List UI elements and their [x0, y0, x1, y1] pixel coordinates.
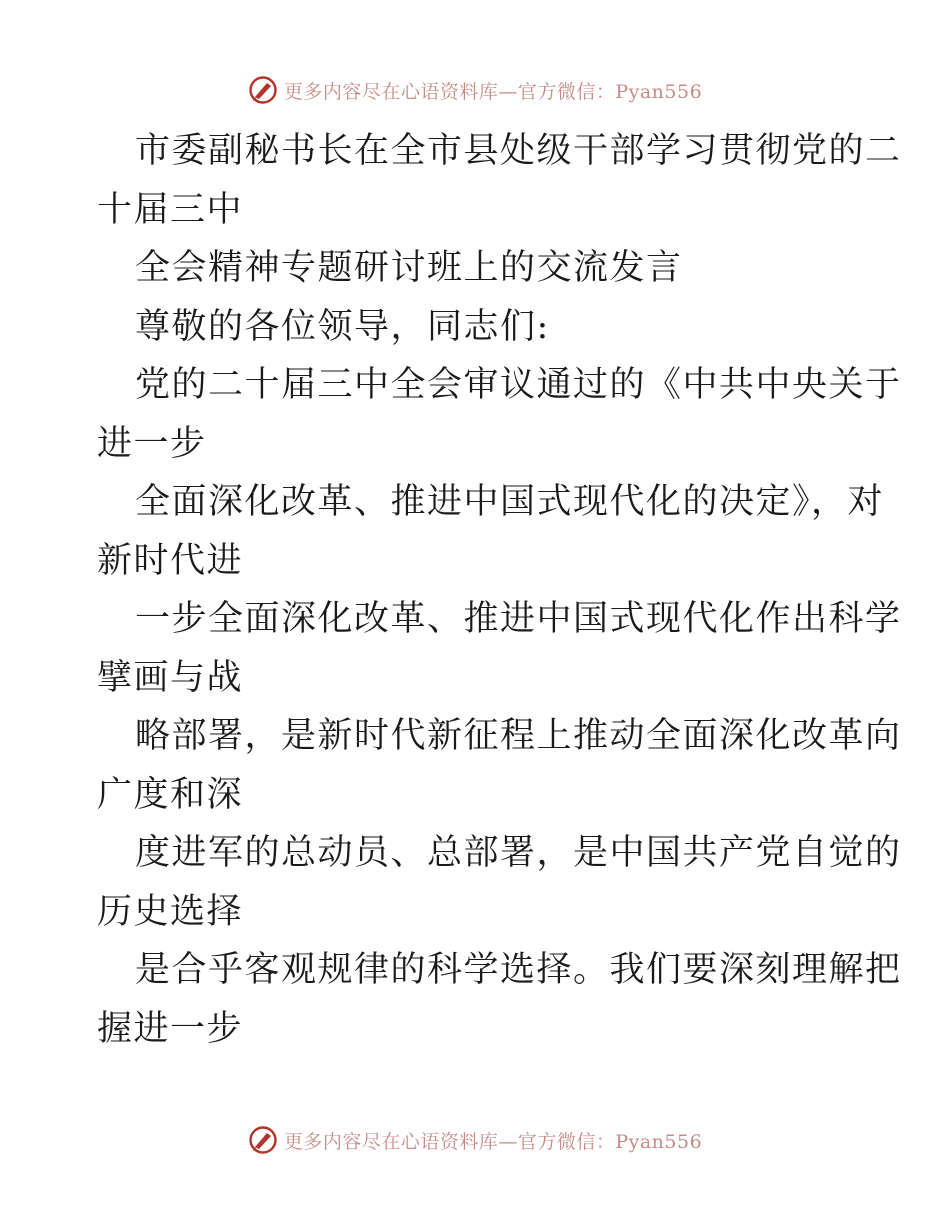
watermark-text: 更多内容尽在心语资料库—官方微信：Pyan556 [283, 80, 703, 103]
header-watermark [0, 74, 950, 106]
pen-quill-logo-icon [248, 75, 278, 105]
text-line: 十届三中 [97, 189, 244, 230]
text-line: 全面深化改革、推进中国式现代化的决定》，对 [135, 482, 885, 522]
text-line: 是合乎客观规律的科学选择。我们要深刻理解把 [135, 950, 902, 990]
watermark-text: 更多内容尽在心语资料库—官方微信：Pyan556 [283, 1130, 703, 1153]
text-line: 进一步 [97, 423, 207, 464]
text-line: 市委副秘书长在全市县处级干部学习贯彻党的二 [135, 131, 902, 171]
text-line: 尊敬的各位领导，同志们: [135, 306, 550, 347]
text-line: 历史选择 [97, 891, 244, 932]
document-body [97, 122, 902, 1058]
text-line: 一步全面深化改革、推进中国式现代化作出科学 [135, 599, 902, 639]
text-line: 广度和深 [97, 774, 244, 815]
text-line: 党的二十届三中全会审议通过的《中共中央关于 [135, 365, 902, 405]
text-line: 略部署，是新时代新征程上推动全面深化改革向 [135, 716, 902, 756]
footer-watermark [0, 1124, 950, 1156]
text-line: 新时代进 [97, 540, 244, 581]
text-line: 握进一步 [97, 1008, 244, 1049]
pen-quill-logo-icon [248, 1125, 278, 1155]
text-line: 擘画与战 [97, 657, 244, 698]
text-line: 度进军的总动员、总部署，是中国共产党自觉的 [135, 833, 902, 873]
text-line: 全会精神专题研讨班上的交流发言 [135, 248, 683, 288]
